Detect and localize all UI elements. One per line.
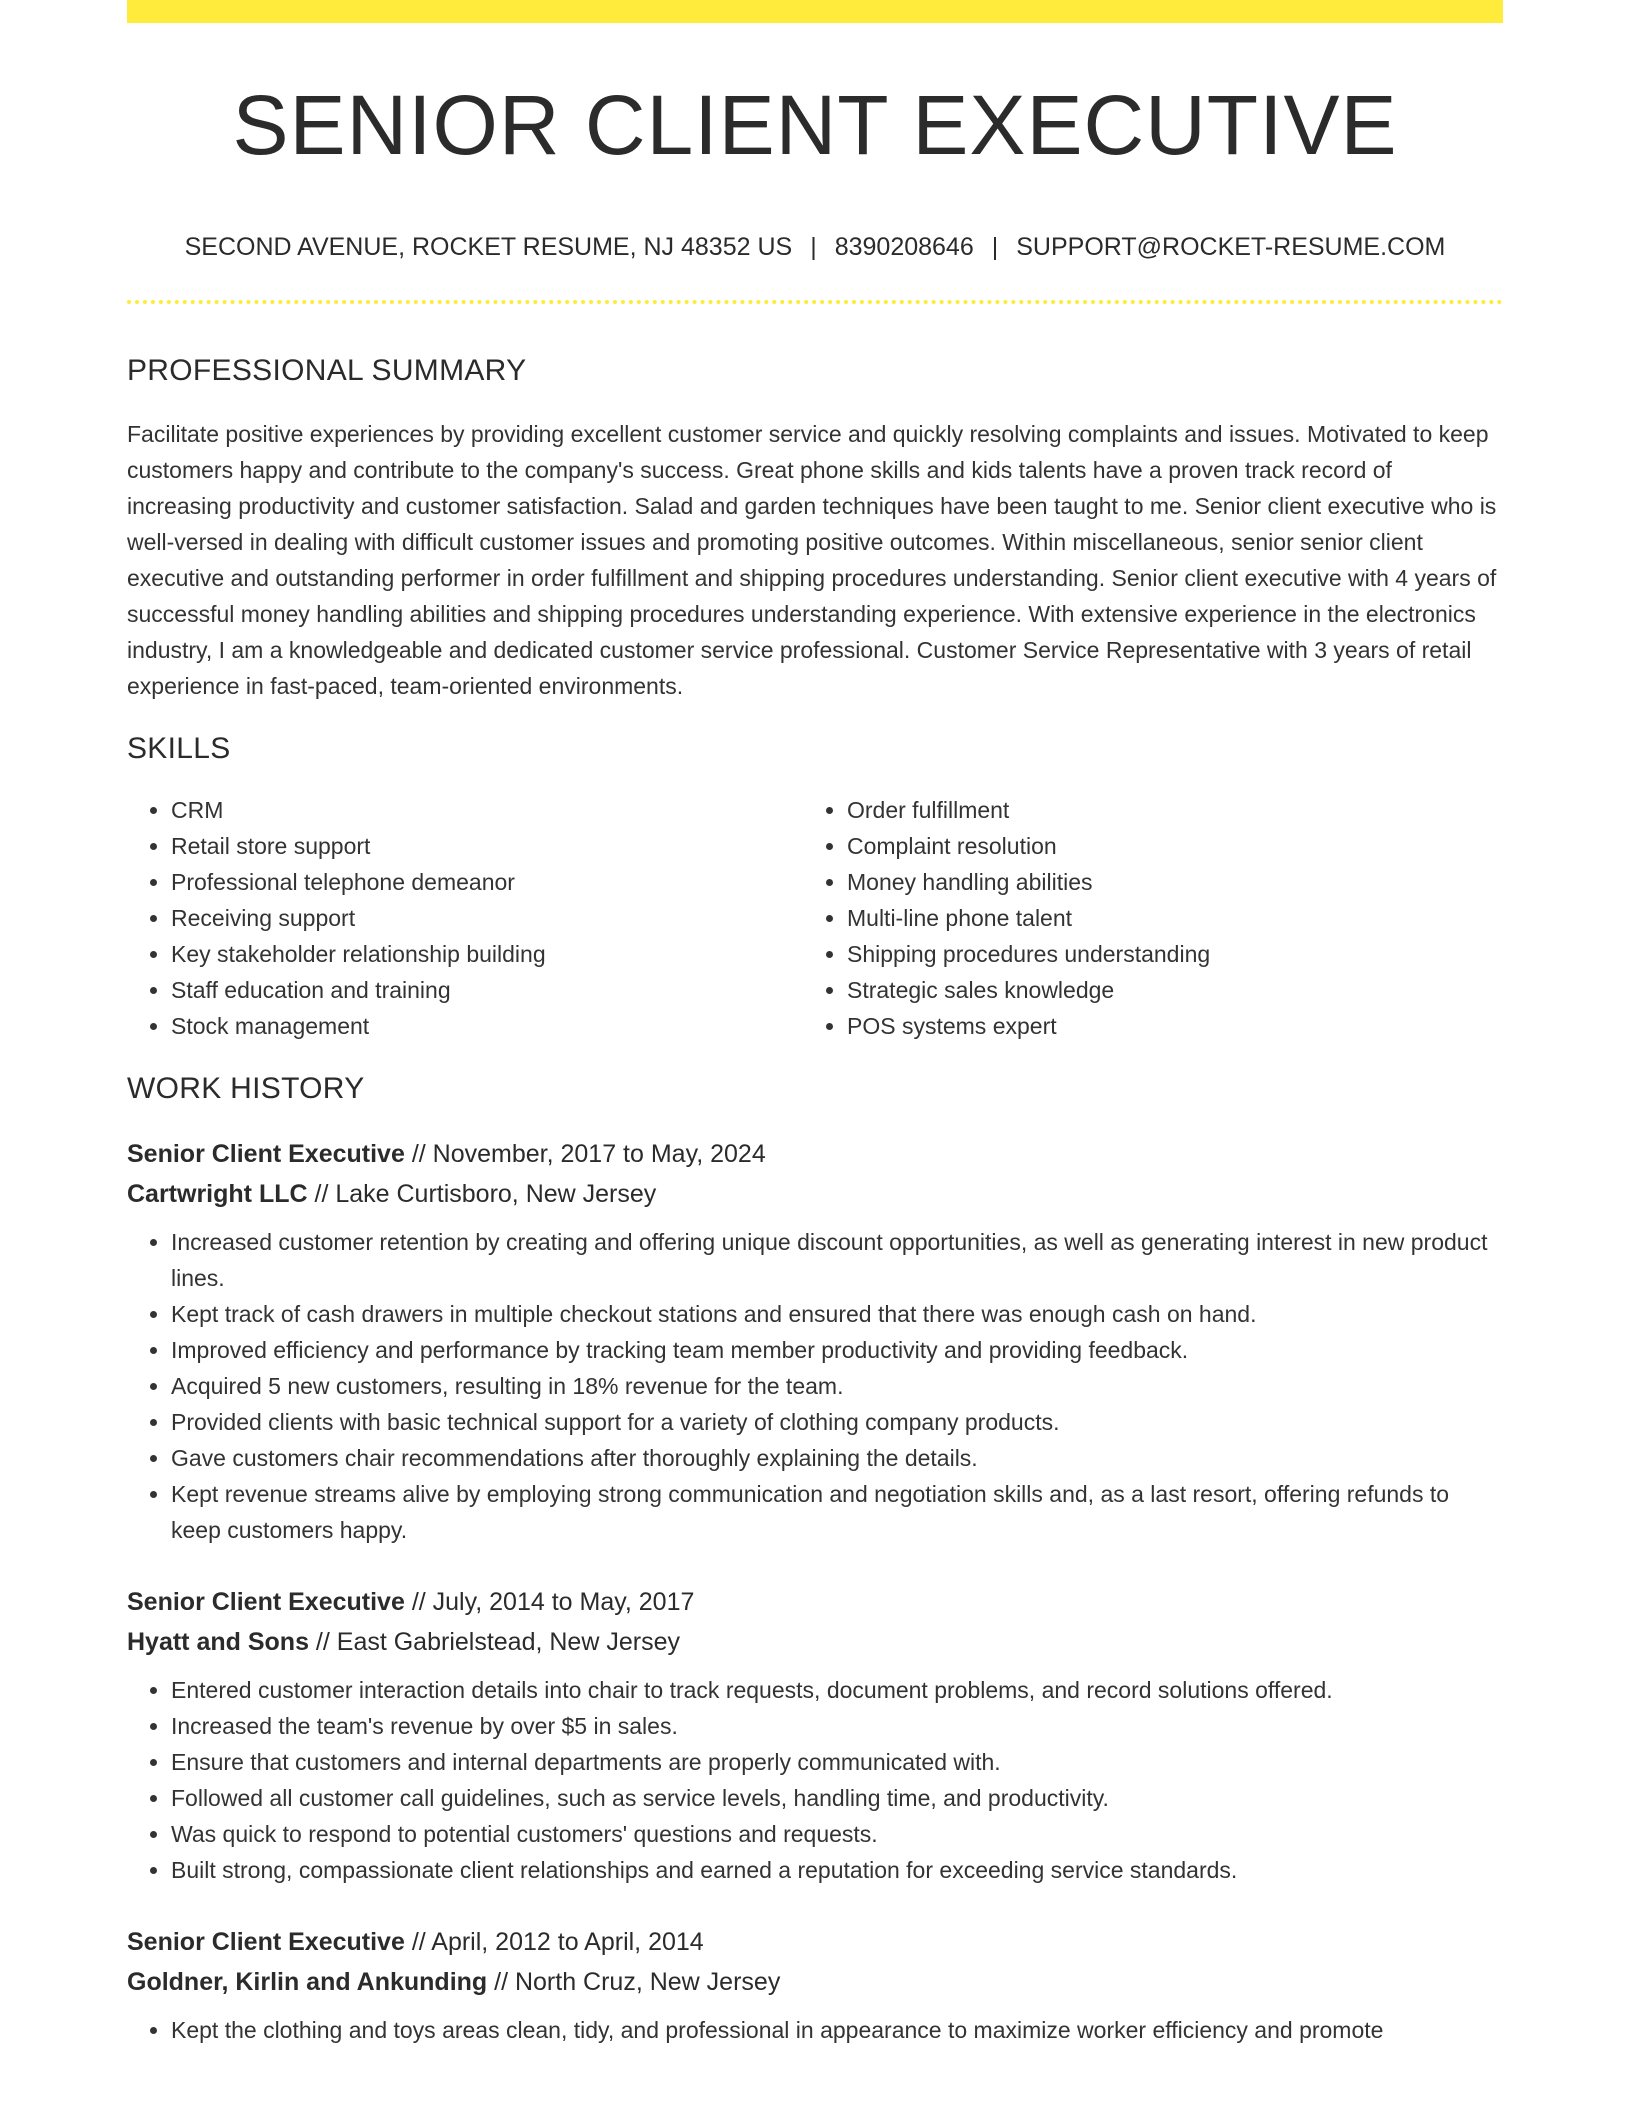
skills-columns [127, 792, 1503, 1044]
skill-item: • Stock management [171, 1008, 803, 1044]
skill-item: • POS systems expert [847, 1008, 1479, 1044]
job-bullets [127, 1672, 1503, 1888]
job-bullet: • Followed all customer call guidelines, such as service levels, handling time, and productivity. [171, 1780, 1503, 1816]
accent-top-bar [127, 0, 1503, 23]
skill-item: • Money handling abilities [847, 864, 1479, 900]
job-bullet: • Improved efficiency and performance by tracking team member productivity and providing feedback. [171, 1332, 1503, 1368]
work-history-heading: WORK HISTORY [127, 1072, 365, 1105]
job-location: // North Cruz, New Jersey [487, 1968, 781, 1996]
job-bullets [127, 2012, 1503, 2048]
contact-separator: | [991, 233, 999, 261]
job-bullet: • Built strong, compassionate client relationships and earned a reputation for exceeding service standards. [171, 1852, 1503, 1888]
job-bullet: • Increased the team's revenue by over $5 in sales. [171, 1708, 1503, 1744]
job-location: // East Gabrielstead, New Jersey [308, 1628, 680, 1656]
job-role-line [127, 1922, 1503, 1962]
skill-item: • Staff education and training [171, 972, 803, 1008]
skill-item: • Receiving support [171, 900, 803, 936]
skill-item: • Strategic sales knowledge [847, 972, 1479, 1008]
contact-line [127, 235, 1503, 260]
job-bullet: • Kept track of cash drawers in multiple checkout stations and ensured that there was enough cash on hand. [171, 1296, 1503, 1332]
skill-item: • Key stakeholder relationship building [171, 936, 803, 972]
job-bullet: • Acquired 5 new customers, resulting in 18% revenue for the team. [171, 1368, 1503, 1404]
job-dates: // April, 2012 to April, 2014 [404, 1928, 704, 1956]
job-role: Senior Client Executive [127, 1140, 405, 1168]
skill-item: • Shipping procedures understanding [847, 936, 1479, 972]
resume-name: SENIOR CLIENT EXECUTIVE [232, 78, 1398, 172]
skill-item: • CRM [171, 792, 803, 828]
skill-item: • Multi-line phone talent [847, 900, 1479, 936]
job-bullet: • Entered customer interaction details into chair to track requests, document problems, and record solutions offered. [171, 1672, 1503, 1708]
skills-heading: SKILLS [127, 732, 231, 765]
job-role-line [127, 1582, 1503, 1622]
job-bullet: • Provided clients with basic technical support for a variety of clothing company products. [171, 1404, 1503, 1440]
job-company-line [127, 1174, 1503, 1214]
contact-separator: | [810, 233, 817, 261]
job-bullet: • Was quick to respond to potential customers' questions and requests. [171, 1816, 1503, 1852]
contact-phone: 8390208646 [834, 233, 974, 261]
dotted-divider [127, 300, 1503, 304]
job-company-line [127, 1622, 1503, 1662]
skill-item: • Order fulfillment [847, 792, 1479, 828]
skills-list-left [127, 792, 803, 1044]
contact-email: SUPPORT@ROCKET-RESUME.COM [1016, 233, 1446, 261]
job-dates: // November, 2017 to May, 2024 [404, 1140, 766, 1168]
job-bullet: • Ensure that customers and internal departments are properly communicated with. [171, 1744, 1503, 1780]
job-bullet: • Kept revenue streams alive by employing strong communication and negotiation skills and, as a last resort, offering refunds to keep customers happy. [171, 1476, 1503, 1548]
job-role: Senior Client Executive [127, 1588, 405, 1616]
resume-page [127, 0, 1503, 2048]
job-bullets [127, 1224, 1503, 1548]
job-role-line [127, 1134, 1503, 1174]
job-company-line [127, 1962, 1503, 2002]
job-bullet: • Kept the clothing and toys areas clean, tidy, and professional in appearance to maximize worker efficiency and promote [171, 2012, 1503, 2048]
skills-list-right [803, 792, 1479, 1044]
skill-item: • Professional telephone demeanor [171, 864, 803, 900]
job-bullet: • Increased customer retention by creating and offering unique discount opportunities, as well as generating interest in new product lines. [171, 1224, 1503, 1296]
job-dates: // July, 2014 to May, 2017 [404, 1588, 695, 1616]
job-location: // Lake Curtisboro, New Jersey [307, 1180, 657, 1208]
job-company: Hyatt and Sons [127, 1628, 309, 1656]
skill-item: • Complaint resolution [847, 828, 1479, 864]
job-company: Cartwright LLC [127, 1180, 308, 1208]
contact-address: SECOND AVENUE, ROCKET RESUME, NJ 48352 US [184, 233, 793, 261]
job-entry [127, 1922, 1503, 2048]
job-entry [127, 1134, 1503, 1548]
summary-text: Facilitate positive experiences by providing excellent customer service and quickly resolving complaints and issues. Motivated to keep customers happy and contribute to the company's success. Great phone skills and kids talents have a proven track record of increasing productivity and customer satisfaction. Salad and garden techniques have been taught to me. Senior client executive who is well-versed in dealing with difficult customer issues and promoting positive outcomes. Within miscellaneous, senior senior client executive and outstanding performer in order fulfillment and shipping procedures understanding. Senior client executive with 4 years of successful money handling abilities and shipping procedures understanding experience. With extensive experience in the electronics industry, I am a knowledgeable and dedicated customer service professional. Customer Service Representative with 3 years of retail experience in fast-paced, team-oriented environments. [127, 421, 1497, 699]
job-role: Senior Client Executive [127, 1928, 405, 1956]
job-bullet: • Gave customers chair recommendations after thoroughly explaining the details. [171, 1440, 1503, 1476]
summary-heading: PROFESSIONAL SUMMARY [127, 354, 527, 387]
job-company: Goldner, Kirlin and Ankunding [127, 1968, 488, 1996]
skill-item: • Retail store support [171, 828, 803, 864]
job-entry [127, 1582, 1503, 1888]
